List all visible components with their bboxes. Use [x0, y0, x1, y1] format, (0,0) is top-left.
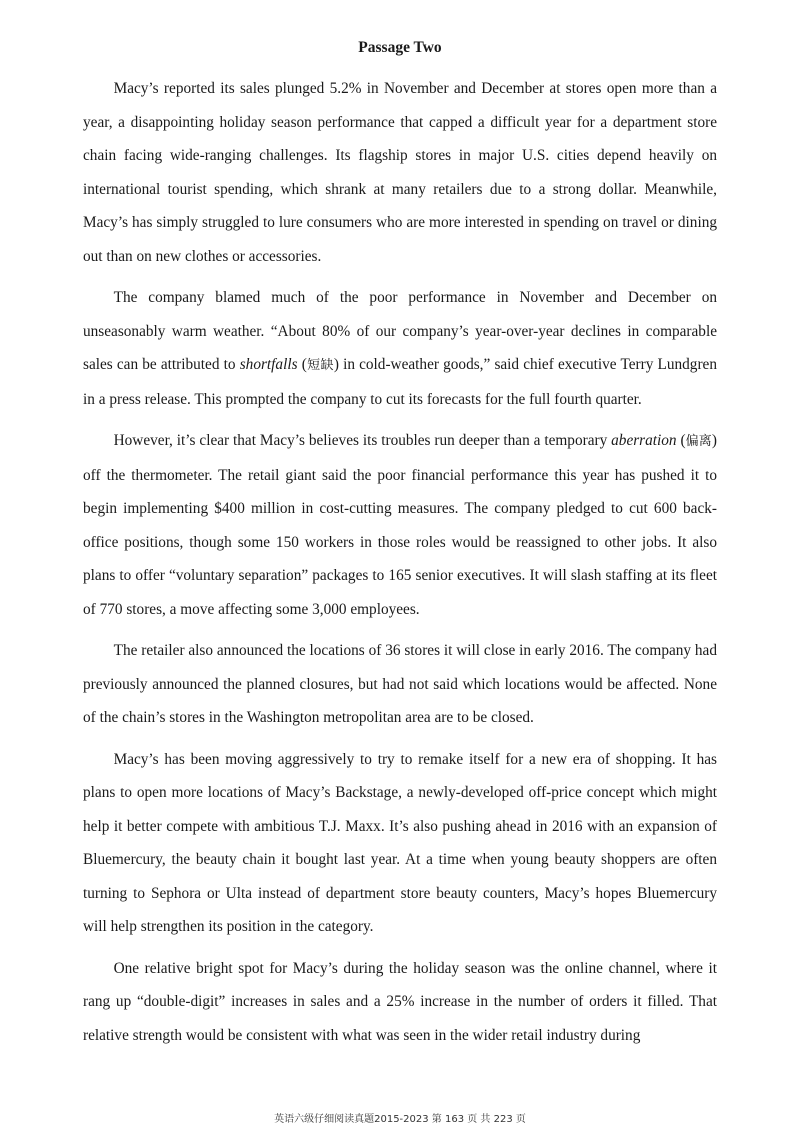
paragraph [83, 634, 717, 735]
paragraph-text: ) in cold-weather goods,” said chief executive Terry Lundgren in a press release. This prompted the company to cut its forecasts for the full fourth quarter. [83, 356, 717, 408]
paragraph-text: ) off the thermometer. The retail giant said the poor financial performance this year has pushed it to begin implementing $400 million in cost-cutting measures. The company pledged to cut 600 back-office positions, though some 150 workers in those roles would be reassigned to other jobs. It also plans to offer “voluntary separation” packages to 165 senior executives. It will slash staffing at its fleet of 770 stores, a move affecting some 3,000 employees. [83, 432, 717, 618]
chinese-gloss: 偏离 [685, 434, 712, 449]
paragraph-text: ( [676, 432, 686, 449]
chinese-gloss: 短缺 [306, 358, 334, 373]
document-page [83, 0, 717, 1052]
paragraph [83, 952, 717, 1053]
paragraph [83, 281, 717, 416]
paragraph-text: However, it’s clear that Macy’s believes its troubles run deeper than a temporary [113, 432, 612, 449]
passage-body [83, 72, 717, 1052]
paragraph-text: One relative bright spot for Macy’s during the holiday season was the online channel, where it rang up “double-digit” increases in sales and a 25% increase in the number of orders it filled. That relative strength would be consistent with what was seen in the wider retail industry during [83, 959, 717, 1044]
paragraph-text: The company blamed much of the poor performance in November and December on unseasonably warm weather. “About 80% of our company’s year-over-year declines in comparable sales can be attributed to [83, 289, 717, 373]
glossed-term: aberration [611, 432, 677, 449]
paragraph [83, 424, 717, 626]
paragraph [83, 743, 717, 944]
passage-title: Passage Two [358, 39, 442, 56]
glossed-term: shortfalls [239, 356, 298, 373]
paragraph-text: ( [297, 356, 307, 373]
paragraph-text: Macy’s has been moving aggressively to try to remake itself for a new era of shopping. It has plans to open more locations of Macy’s Backstage, a newly-developed off-price concept which might help it better compete with ambitious T.J. Maxx. It’s also pushing ahead in 2016 with an expansion of Bluemercury, the beauty chain it bought last year. At a time when young beauty shoppers are often turning to Sephora or Ulta instead of department store beauty counters, Macy’s hopes Bluemercury will help strengthen its position in the category. [83, 750, 717, 935]
page-footer: 英语六级仔细阅读真题2015-2023 第 163 页 共 223 页 [274, 1114, 526, 1125]
paragraph-text: Macy’s reported its sales plunged 5.2% in November and December at stores open more than a year, a disappointing holiday season performance that capped a difficult year for a department store chain facing wide-ranging challenges. Its flagship stores in major U.S. cities depend heavily on international tourist spending, which shrank at many retailers due to a strong dollar. Meanwhile, Macy’s has simply struggled to lure consumers who are more interested in spending on travel or dining out than on new clothes or accessories. [83, 80, 717, 265]
paragraph [83, 72, 717, 273]
paragraph-text: The retailer also announced the locations of 36 stores it will close in early 2016. The company had previously announced the planned closures, but had not said which locations would be affected. None of the chain’s stores in the Washington metropolitan area are to be closed. [83, 642, 717, 726]
